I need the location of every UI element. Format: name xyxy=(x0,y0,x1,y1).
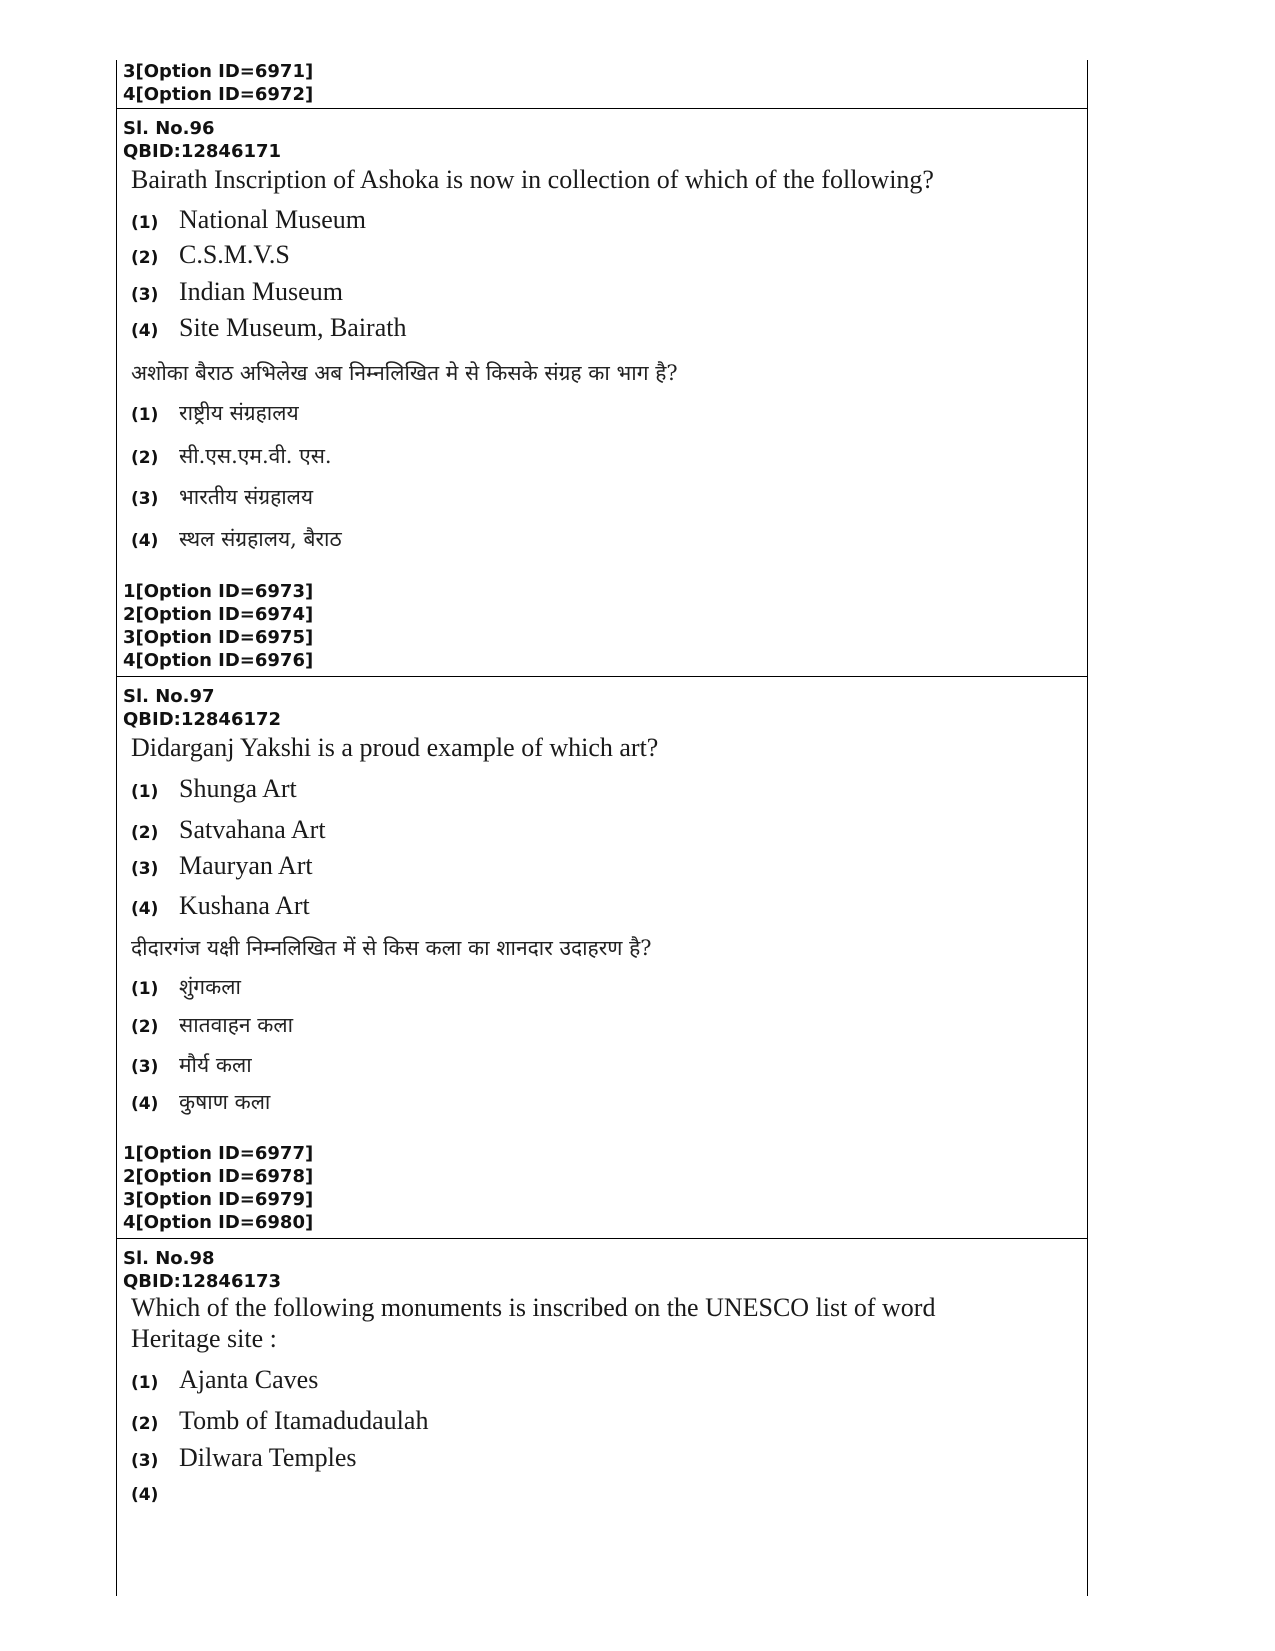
option-hi-4 xyxy=(131,525,342,553)
option-text: भारतीय संग्रहालय xyxy=(179,485,314,509)
question-text-en-line1: Which of the following monuments is inscribed on the UNESCO list of word xyxy=(131,1293,936,1322)
option-number: (1) xyxy=(131,979,159,999)
option-en-4 xyxy=(131,313,406,343)
option-en-2 xyxy=(131,815,326,845)
option-text: मौर्य कला xyxy=(179,1053,252,1077)
option-hi-1 xyxy=(131,399,299,427)
question-98 xyxy=(117,1247,1087,1293)
option-ids xyxy=(117,1142,1087,1234)
option-hi-1 xyxy=(131,973,241,1001)
divider xyxy=(117,676,1087,677)
option-text: स्थल संग्रहालय, बैराठ xyxy=(179,527,342,551)
option-hi-3 xyxy=(131,1051,252,1079)
question-text-en: Bairath Inscription of Ashoka is now in collection of which of the following? xyxy=(131,165,934,194)
option-en-2 xyxy=(131,240,290,270)
divider xyxy=(117,1238,1087,1239)
prev-option-ids xyxy=(117,60,1087,106)
option-text: सातवाहन कला xyxy=(179,1013,294,1037)
qbid: QBID:12846172 xyxy=(123,709,282,730)
option-number: (2) xyxy=(131,1017,159,1037)
option-number: (4) xyxy=(131,899,159,919)
option-id-line: 3[Option ID=6979] xyxy=(123,1189,314,1210)
question-paper-page xyxy=(116,60,1088,1596)
option-number: (3) xyxy=(131,1451,159,1471)
option-text: Indian Museum xyxy=(179,277,343,306)
option-en-3 xyxy=(131,1443,356,1473)
option-en-4 xyxy=(131,1485,179,1505)
option-en-1 xyxy=(131,205,366,235)
question-97 xyxy=(117,685,1087,731)
option-number: (3) xyxy=(131,489,159,509)
option-id-line: 1[Option ID=6977] xyxy=(123,1143,314,1164)
option-number: (4) xyxy=(131,1485,159,1505)
question-text-en: Didarganj Yakshi is a proud example of which art? xyxy=(131,733,659,762)
option-id-line: 3[Option ID=6975] xyxy=(123,627,314,648)
qbid: QBID:12846173 xyxy=(123,1271,282,1292)
question-text-hi: दीदारगंज यक्षी निम्नलिखित में से किस कला का शानदार उदाहरण है? xyxy=(131,936,652,960)
option-number: (4) xyxy=(131,321,159,341)
option-number: (4) xyxy=(131,1094,159,1114)
option-text: Dilwara Temples xyxy=(179,1443,357,1472)
option-text: Mauryan Art xyxy=(179,851,313,880)
question-96 xyxy=(117,117,1087,163)
option-hi-2 xyxy=(131,1011,293,1039)
option-hi-2 xyxy=(131,442,332,470)
option-hi-3 xyxy=(131,483,313,511)
option-number: (1) xyxy=(131,213,159,233)
option-number: (3) xyxy=(131,285,159,305)
option-en-3 xyxy=(131,277,343,307)
option-id-line: 4[Option ID=6976] xyxy=(123,650,314,671)
option-text: Satvahana Art xyxy=(179,815,326,844)
option-text: Ajanta Caves xyxy=(179,1365,319,1394)
option-text: Site Museum, Bairath xyxy=(179,313,407,342)
option-id-line: 3[Option ID=6971] xyxy=(123,61,314,82)
option-number: (4) xyxy=(131,531,159,551)
option-number: (1) xyxy=(131,782,159,802)
option-id-line: 4[Option ID=6972] xyxy=(123,84,314,105)
option-en-1 xyxy=(131,774,297,804)
option-id-line: 4[Option ID=6980] xyxy=(123,1212,314,1233)
option-ids xyxy=(117,580,1087,672)
option-id-line: 2[Option ID=6974] xyxy=(123,604,314,625)
option-text: Shunga Art xyxy=(179,774,297,803)
option-en-1 xyxy=(131,1365,318,1395)
option-number: (3) xyxy=(131,1057,159,1077)
option-text: C.S.M.V.S xyxy=(179,240,290,269)
option-text: शुंगकला xyxy=(179,975,241,999)
option-text: कुषाण कला xyxy=(179,1090,271,1114)
option-en-3 xyxy=(131,851,313,881)
qbid: QBID:12846171 xyxy=(123,141,282,162)
option-id-line: 1[Option ID=6973] xyxy=(123,581,314,602)
option-hi-4 xyxy=(131,1088,270,1116)
option-text: National Museum xyxy=(179,205,367,234)
option-text: राष्ट्रीय संग्रहालय xyxy=(179,401,299,425)
option-number: (2) xyxy=(131,823,159,843)
serial-number: Sl. No.98 xyxy=(123,1248,215,1269)
option-text: Tomb of Itamadudaulah xyxy=(179,1406,429,1435)
option-number: (1) xyxy=(131,405,159,425)
option-number: (1) xyxy=(131,1373,159,1393)
question-text-en-line2: Heritage site : xyxy=(131,1324,277,1353)
serial-number: Sl. No.96 xyxy=(123,118,215,139)
serial-number: Sl. No.97 xyxy=(123,686,215,707)
option-id-line: 2[Option ID=6978] xyxy=(123,1166,314,1187)
option-text: सी.एस.एम.वी. एस. xyxy=(179,444,332,468)
option-text: Kushana Art xyxy=(179,891,310,920)
question-text-hi: अशोका बैराठ अभिलेख अब निम्नलिखित मे से किसके संग्रह का भाग है? xyxy=(131,361,678,385)
option-en-4 xyxy=(131,891,310,921)
option-number: (2) xyxy=(131,1414,159,1434)
divider xyxy=(117,108,1087,109)
option-number: (3) xyxy=(131,859,159,879)
option-number: (2) xyxy=(131,248,159,268)
option-number: (2) xyxy=(131,448,159,468)
option-en-2 xyxy=(131,1406,428,1436)
